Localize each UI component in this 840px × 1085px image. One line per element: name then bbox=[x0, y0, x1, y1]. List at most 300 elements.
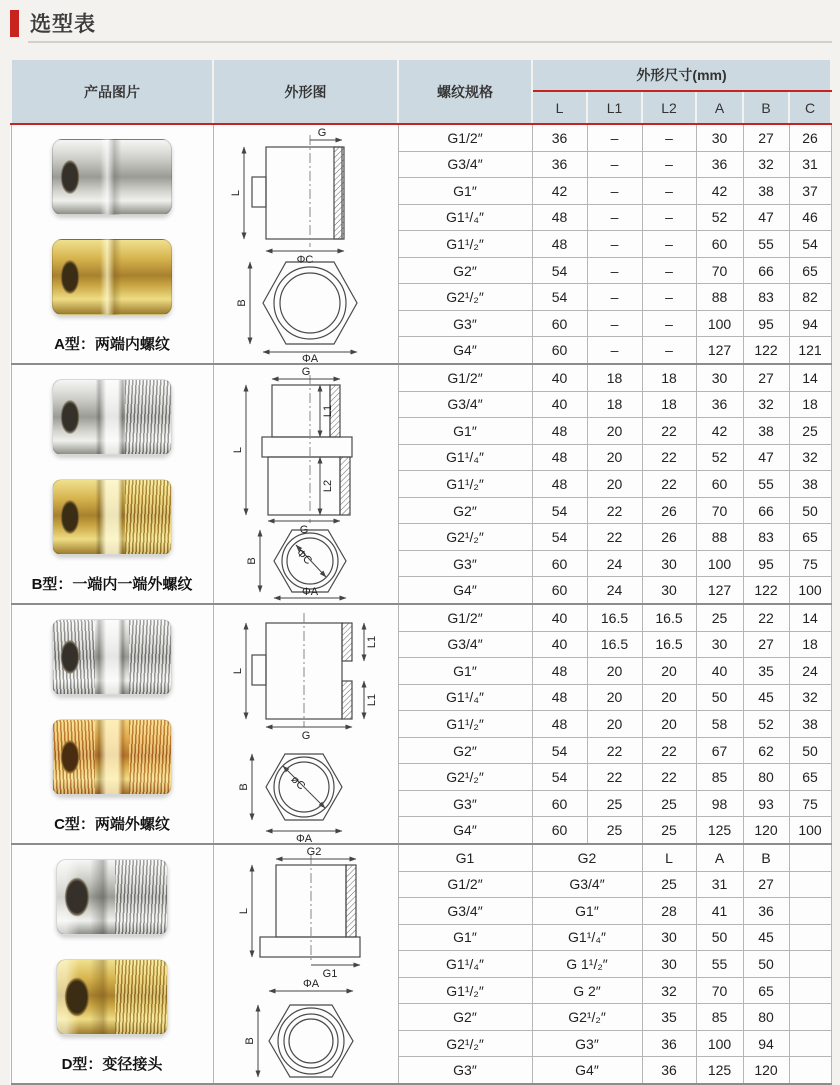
dim-cell: G1¹/₄″ bbox=[532, 924, 642, 951]
spec-cell: G1/2″ bbox=[398, 124, 532, 151]
dim-cell: 60 bbox=[532, 817, 587, 844]
dim-cell: 54 bbox=[532, 497, 587, 524]
dim-cell: – bbox=[642, 204, 696, 231]
dim-cell: 27 bbox=[743, 124, 789, 151]
spec-cell: G3″ bbox=[398, 310, 532, 337]
dim-cell: 54 bbox=[532, 737, 587, 764]
dim-cell: 36 bbox=[532, 151, 587, 178]
spec-cell: G2″ bbox=[398, 1004, 532, 1031]
section-b bbox=[11, 364, 831, 604]
dim-cell: 20 bbox=[587, 684, 642, 711]
spec-cell: G4″ bbox=[398, 577, 532, 604]
spec-cell: G1¹/₂″ bbox=[398, 977, 532, 1004]
spec-cell: G2″ bbox=[398, 497, 532, 524]
dim-cell: 80 bbox=[743, 1004, 789, 1031]
dim-label-b: B bbox=[237, 783, 250, 791]
dim-cell: 75 bbox=[789, 550, 831, 577]
dim-cell: 120 bbox=[743, 817, 789, 844]
dim-cell: 40 bbox=[532, 364, 587, 391]
outline-drawing-cell-d bbox=[213, 844, 398, 1084]
dim-cell: 42 bbox=[696, 418, 743, 445]
dim-cell: G1″ bbox=[532, 898, 642, 925]
dim-label-g: G bbox=[301, 730, 310, 742]
dim-cell: 18 bbox=[789, 631, 831, 658]
dim-cell: 125 bbox=[696, 1057, 743, 1084]
dim-cell: 16.5 bbox=[642, 604, 696, 631]
spec-cell: G3″ bbox=[398, 790, 532, 817]
type-caption-a: A型：两端内螺纹 bbox=[54, 336, 170, 353]
spec-cell: G1¹/₂″ bbox=[398, 231, 532, 258]
dim-cell: 94 bbox=[789, 310, 831, 337]
dim-label-phi-c: ΦC bbox=[296, 254, 313, 266]
outline-drawing-d bbox=[214, 845, 399, 1083]
title-underline bbox=[28, 41, 832, 43]
product-photo-c-brass bbox=[52, 719, 172, 795]
outline-drawing-cell-a bbox=[213, 124, 398, 364]
dim-cell: 66 bbox=[743, 257, 789, 284]
product-photo-cell-b bbox=[11, 364, 213, 604]
dim-cell: 88 bbox=[696, 524, 743, 551]
dim-cell: 22 bbox=[587, 524, 642, 551]
dim-cell: 37 bbox=[789, 178, 831, 205]
page-title: 选型表 bbox=[30, 13, 96, 36]
spec-cell: G2″ bbox=[398, 737, 532, 764]
spec-cell: G3″ bbox=[398, 550, 532, 577]
dim-cell: – bbox=[642, 231, 696, 258]
dim-cell: 70 bbox=[696, 257, 743, 284]
product-photo-d-brass bbox=[56, 959, 168, 1035]
dim-cell: 45 bbox=[743, 684, 789, 711]
dim-cell: 18 bbox=[789, 391, 831, 418]
spec-cell: G1¹/₄″ bbox=[398, 684, 532, 711]
product-photo-b-brass bbox=[52, 479, 172, 555]
dim-cell: – bbox=[642, 178, 696, 205]
dim-cell: 16.5 bbox=[587, 631, 642, 658]
dim-cell: 36 bbox=[696, 391, 743, 418]
dim-cell: 80 bbox=[743, 764, 789, 791]
dim-cell: 30 bbox=[696, 631, 743, 658]
dim-cell: 16.5 bbox=[587, 604, 642, 631]
dim-cell: 47 bbox=[743, 444, 789, 471]
spec-cell: G1¹/₄″ bbox=[398, 204, 532, 231]
dim-cell: 22 bbox=[642, 444, 696, 471]
header-outline-drawing: 外形图 bbox=[213, 59, 398, 124]
dim-cell: 67 bbox=[696, 737, 743, 764]
dim-cell: 54 bbox=[532, 284, 587, 311]
dim-cell: 83 bbox=[743, 524, 789, 551]
dim-cell: 52 bbox=[743, 711, 789, 738]
spec-cell: G3/4″ bbox=[398, 151, 532, 178]
dim-label-g-bottom: G bbox=[299, 524, 308, 536]
header-dim-l1: L1 bbox=[587, 91, 642, 124]
dim-label-b: B bbox=[235, 299, 248, 307]
spec-cell: G4″ bbox=[398, 337, 532, 364]
spec-cell: G2¹/₂″ bbox=[398, 764, 532, 791]
product-photo-cell-c bbox=[11, 604, 213, 844]
dim-cell: 36 bbox=[696, 151, 743, 178]
dim-label-b: B bbox=[243, 1037, 256, 1045]
dim-cell: 38 bbox=[743, 178, 789, 205]
dim-cell: – bbox=[587, 178, 642, 205]
dim-cell: 30 bbox=[642, 924, 696, 951]
selection-table bbox=[10, 58, 832, 1085]
dim-cell: G2 bbox=[532, 844, 642, 871]
table-header bbox=[11, 59, 831, 124]
dim-label-b: B bbox=[245, 557, 258, 565]
outline-drawing-c bbox=[214, 605, 399, 843]
dim-cell: 24 bbox=[587, 577, 642, 604]
dim-cell: 20 bbox=[587, 711, 642, 738]
dim-cell: 65 bbox=[789, 524, 831, 551]
dim-cell: 20 bbox=[642, 711, 696, 738]
side-view bbox=[232, 366, 352, 536]
dim-cell: 40 bbox=[696, 658, 743, 685]
dim-cell: 48 bbox=[532, 204, 587, 231]
dim-cell: 88 bbox=[696, 284, 743, 311]
dim-cell: 60 bbox=[532, 577, 587, 604]
dim-cell: 41 bbox=[696, 898, 743, 925]
dim-cell: 20 bbox=[587, 444, 642, 471]
dim-cell: 18 bbox=[642, 391, 696, 418]
dim-cell: B bbox=[743, 844, 789, 871]
dim-cell: 48 bbox=[532, 658, 587, 685]
spec-cell: G2″ bbox=[398, 257, 532, 284]
spec-cell: G2¹/₂″ bbox=[398, 524, 532, 551]
dim-cell: – bbox=[642, 124, 696, 151]
dim-cell: 20 bbox=[642, 684, 696, 711]
dim-cell: 85 bbox=[696, 764, 743, 791]
dim-label-l1-bottom: L1 bbox=[365, 693, 378, 707]
outline-drawing-a bbox=[214, 125, 399, 363]
dim-cell: – bbox=[642, 257, 696, 284]
product-photo-cell-d bbox=[11, 844, 213, 1084]
header-dim-l: L bbox=[532, 91, 587, 124]
dim-cell: 48 bbox=[532, 231, 587, 258]
dim-cell: 38 bbox=[789, 711, 831, 738]
dim-cell: 75 bbox=[789, 790, 831, 817]
spec-cell: G1/2″ bbox=[398, 871, 532, 898]
dim-cell: 122 bbox=[743, 577, 789, 604]
product-photo-b-silver bbox=[52, 379, 172, 455]
dim-cell: 100 bbox=[696, 550, 743, 577]
dim-cell: – bbox=[587, 124, 642, 151]
dim-cell: 50 bbox=[743, 951, 789, 978]
dim-cell: 22 bbox=[587, 764, 642, 791]
dim-cell: 95 bbox=[743, 550, 789, 577]
dim-cell: 40 bbox=[532, 631, 587, 658]
dim-cell: 25 bbox=[642, 817, 696, 844]
section-c bbox=[11, 604, 831, 844]
dim-cell: 70 bbox=[696, 977, 743, 1004]
dim-cell: 26 bbox=[642, 497, 696, 524]
spec-cell: G1″ bbox=[398, 658, 532, 685]
dim-cell: 27 bbox=[743, 631, 789, 658]
side-view bbox=[232, 613, 378, 742]
dim-cell: 18 bbox=[587, 364, 642, 391]
dim-cell: G3/4″ bbox=[532, 871, 642, 898]
dim-cell: 20 bbox=[587, 418, 642, 445]
dim-cell: 30 bbox=[642, 951, 696, 978]
spec-cell: G1″ bbox=[398, 418, 532, 445]
dim-cell: 93 bbox=[743, 790, 789, 817]
dim-cell: 50 bbox=[789, 737, 831, 764]
dim-cell: 60 bbox=[532, 550, 587, 577]
dim-cell: 25 bbox=[587, 817, 642, 844]
dim-cell: 94 bbox=[743, 1030, 789, 1057]
dim-cell: 14 bbox=[789, 604, 831, 631]
dim-cell: 85 bbox=[696, 1004, 743, 1031]
dim-cell: 52 bbox=[696, 444, 743, 471]
dim-label-l: L bbox=[231, 446, 244, 454]
dim-cell: 38 bbox=[789, 471, 831, 498]
dim-cell: 30 bbox=[696, 124, 743, 151]
dim-cell bbox=[789, 1004, 831, 1031]
dim-cell: 121 bbox=[789, 337, 831, 364]
dim-cell: A bbox=[696, 844, 743, 871]
dim-cell bbox=[789, 844, 831, 871]
dim-label-g2: G2 bbox=[306, 846, 321, 858]
dim-cell: 26 bbox=[642, 524, 696, 551]
dim-label-phi-c: ΦC bbox=[293, 546, 314, 568]
dim-cell: 16.5 bbox=[642, 631, 696, 658]
dim-label-l: L bbox=[231, 667, 244, 675]
dim-label-l2: L2 bbox=[321, 479, 334, 493]
dim-cell bbox=[789, 871, 831, 898]
dim-cell: – bbox=[587, 257, 642, 284]
dim-cell: 18 bbox=[587, 391, 642, 418]
dim-cell: 42 bbox=[696, 178, 743, 205]
dim-cell: 60 bbox=[696, 231, 743, 258]
hex-view bbox=[238, 754, 342, 843]
type-caption-b: B型：一端内一端外螺纹 bbox=[31, 576, 193, 593]
dim-cell: 35 bbox=[642, 1004, 696, 1031]
dim-cell: G2¹/₂″ bbox=[532, 1004, 642, 1031]
side-view bbox=[238, 846, 360, 980]
header-dim-b: B bbox=[743, 91, 789, 124]
dim-cell: 95 bbox=[743, 310, 789, 337]
dim-cell: 25 bbox=[587, 790, 642, 817]
dim-cell: 40 bbox=[532, 604, 587, 631]
dim-label-l: L bbox=[237, 907, 250, 915]
dim-cell: 22 bbox=[642, 471, 696, 498]
dim-cell bbox=[789, 1030, 831, 1057]
dim-cell: 32 bbox=[642, 977, 696, 1004]
dim-cell: – bbox=[587, 284, 642, 311]
dim-cell: 54 bbox=[532, 764, 587, 791]
dim-cell: 26 bbox=[789, 124, 831, 151]
dim-cell: 54 bbox=[532, 524, 587, 551]
dim-cell: 32 bbox=[743, 391, 789, 418]
dim-label-phi-c: øC bbox=[288, 773, 307, 793]
dim-cell: 31 bbox=[789, 151, 831, 178]
dim-cell: – bbox=[642, 284, 696, 311]
dim-cell: 55 bbox=[696, 951, 743, 978]
dim-cell: 52 bbox=[696, 204, 743, 231]
dim-cell: 50 bbox=[789, 497, 831, 524]
dim-cell bbox=[789, 1057, 831, 1084]
dim-cell: – bbox=[642, 151, 696, 178]
dim-cell: 58 bbox=[696, 711, 743, 738]
dim-cell: 120 bbox=[743, 1057, 789, 1084]
dim-cell: G4″ bbox=[532, 1057, 642, 1084]
dim-cell: 36 bbox=[532, 124, 587, 151]
dim-cell: 30 bbox=[696, 364, 743, 391]
dim-cell: 36 bbox=[743, 898, 789, 925]
spec-cell: G2¹/₂″ bbox=[398, 1030, 532, 1057]
dim-label-phi-a: ΦA bbox=[302, 978, 319, 990]
dim-cell: 22 bbox=[642, 737, 696, 764]
dim-cell: 70 bbox=[696, 497, 743, 524]
dim-cell: 25 bbox=[642, 790, 696, 817]
dim-cell: 25 bbox=[696, 604, 743, 631]
dim-cell: 35 bbox=[743, 658, 789, 685]
dim-cell: – bbox=[587, 204, 642, 231]
header-thread-spec: 螺纹规格 bbox=[398, 59, 532, 124]
spec-cell: G4″ bbox=[398, 817, 532, 844]
header-dimensions: 外形尺寸(mm) bbox=[532, 59, 831, 91]
product-photo-cell-a bbox=[11, 124, 213, 364]
dim-cell: 48 bbox=[532, 418, 587, 445]
dim-cell: 22 bbox=[642, 764, 696, 791]
dim-label-l: L bbox=[229, 189, 242, 197]
dim-cell: 31 bbox=[696, 871, 743, 898]
dim-cell: 60 bbox=[532, 790, 587, 817]
dim-cell: 20 bbox=[642, 658, 696, 685]
dim-cell: 25 bbox=[789, 418, 831, 445]
dim-cell: 54 bbox=[789, 231, 831, 258]
product-photo-d-silver bbox=[56, 859, 168, 935]
dim-cell: 55 bbox=[743, 231, 789, 258]
dim-cell: 127 bbox=[696, 337, 743, 364]
dim-label-phi-a: ΦA bbox=[301, 586, 318, 598]
dim-cell: 60 bbox=[532, 337, 587, 364]
spec-cell: G1¹/₄″ bbox=[398, 444, 532, 471]
header-dim-c: C bbox=[789, 91, 831, 124]
dim-cell: 50 bbox=[696, 924, 743, 951]
dim-cell: 60 bbox=[532, 310, 587, 337]
dim-label-g: G bbox=[317, 127, 326, 139]
dim-cell: 48 bbox=[532, 444, 587, 471]
dim-cell: – bbox=[642, 310, 696, 337]
page-header bbox=[10, 8, 96, 38]
dim-cell: 54 bbox=[532, 257, 587, 284]
dim-cell: 22 bbox=[642, 418, 696, 445]
dim-cell: 27 bbox=[743, 364, 789, 391]
dim-cell: – bbox=[587, 151, 642, 178]
dim-cell: 14 bbox=[789, 364, 831, 391]
spec-cell: G3/4″ bbox=[398, 898, 532, 925]
dim-cell: G3″ bbox=[532, 1030, 642, 1057]
dim-cell: 83 bbox=[743, 284, 789, 311]
dim-cell: 122 bbox=[743, 337, 789, 364]
dim-cell: 65 bbox=[743, 977, 789, 1004]
dim-cell: G 2″ bbox=[532, 977, 642, 1004]
dim-cell: – bbox=[642, 337, 696, 364]
dim-cell: 50 bbox=[696, 684, 743, 711]
dim-cell: 40 bbox=[532, 391, 587, 418]
type-caption-d: D型：变径接头 bbox=[61, 1056, 163, 1073]
dim-cell: 48 bbox=[532, 471, 587, 498]
dim-cell: 32 bbox=[743, 151, 789, 178]
dim-cell: 25 bbox=[642, 871, 696, 898]
dim-cell: 30 bbox=[642, 550, 696, 577]
dim-cell: 125 bbox=[696, 817, 743, 844]
dim-cell: 24 bbox=[587, 550, 642, 577]
dim-cell: 100 bbox=[696, 1030, 743, 1057]
dim-cell: – bbox=[587, 337, 642, 364]
spec-cell: G1¹/₂″ bbox=[398, 711, 532, 738]
dim-label-g1: G1 bbox=[322, 968, 337, 980]
dim-cell: 65 bbox=[789, 764, 831, 791]
dim-cell bbox=[789, 924, 831, 951]
product-photo-a-brass bbox=[52, 239, 172, 315]
dim-cell: 32 bbox=[789, 444, 831, 471]
dim-cell: 36 bbox=[642, 1030, 696, 1057]
dim-cell: 62 bbox=[743, 737, 789, 764]
dim-cell: 22 bbox=[587, 497, 642, 524]
dim-cell: 127 bbox=[696, 577, 743, 604]
hex-view bbox=[236, 262, 357, 363]
hex-view bbox=[246, 530, 346, 598]
dim-cell: L bbox=[642, 844, 696, 871]
dim-cell: 30 bbox=[642, 577, 696, 604]
outline-drawing-cell-c bbox=[213, 604, 398, 844]
dim-cell: 60 bbox=[696, 471, 743, 498]
dim-cell bbox=[789, 951, 831, 978]
dim-cell: 27 bbox=[743, 871, 789, 898]
side-view bbox=[230, 127, 344, 266]
dim-cell: 55 bbox=[743, 471, 789, 498]
dim-cell: 48 bbox=[532, 711, 587, 738]
dim-label-phi-a: ΦA bbox=[295, 833, 312, 843]
outline-drawing-b bbox=[214, 365, 399, 603]
dim-cell bbox=[789, 977, 831, 1004]
dim-cell: 38 bbox=[743, 418, 789, 445]
dim-label-g-top: G bbox=[301, 366, 310, 378]
section-a bbox=[11, 124, 831, 364]
dim-cell: 42 bbox=[532, 178, 587, 205]
spec-cell: G2¹/₂″ bbox=[398, 284, 532, 311]
spec-cell: G1/2″ bbox=[398, 364, 532, 391]
spec-cell: G1¹/₂″ bbox=[398, 471, 532, 498]
dim-cell: 28 bbox=[642, 898, 696, 925]
header-dim-l2: L2 bbox=[642, 91, 696, 124]
dim-cell bbox=[789, 898, 831, 925]
type-caption-c: C型：两端外螺纹 bbox=[54, 816, 170, 833]
product-photo-c-silver bbox=[52, 619, 172, 695]
dim-cell: 45 bbox=[743, 924, 789, 951]
outline-drawing-cell-b bbox=[213, 364, 398, 604]
header-dim-a: A bbox=[696, 91, 743, 124]
dim-cell: 18 bbox=[642, 364, 696, 391]
dim-label-l1-top: L1 bbox=[365, 635, 378, 649]
dim-cell: 22 bbox=[743, 604, 789, 631]
spec-cell: G1/2″ bbox=[398, 604, 532, 631]
spec-cell: G1 bbox=[398, 844, 532, 871]
spec-cell: G3/4″ bbox=[398, 631, 532, 658]
header-product-image: 产品图片 bbox=[11, 59, 213, 124]
dim-cell: G 1¹/₂″ bbox=[532, 951, 642, 978]
dim-cell: 47 bbox=[743, 204, 789, 231]
section-d bbox=[11, 844, 831, 1084]
dim-cell: 32 bbox=[789, 684, 831, 711]
dim-cell: 82 bbox=[789, 284, 831, 311]
dim-cell: 98 bbox=[696, 790, 743, 817]
title-accent-bar bbox=[10, 10, 19, 37]
dim-cell: 36 bbox=[642, 1057, 696, 1084]
dim-cell: – bbox=[587, 310, 642, 337]
dim-cell: 48 bbox=[532, 684, 587, 711]
